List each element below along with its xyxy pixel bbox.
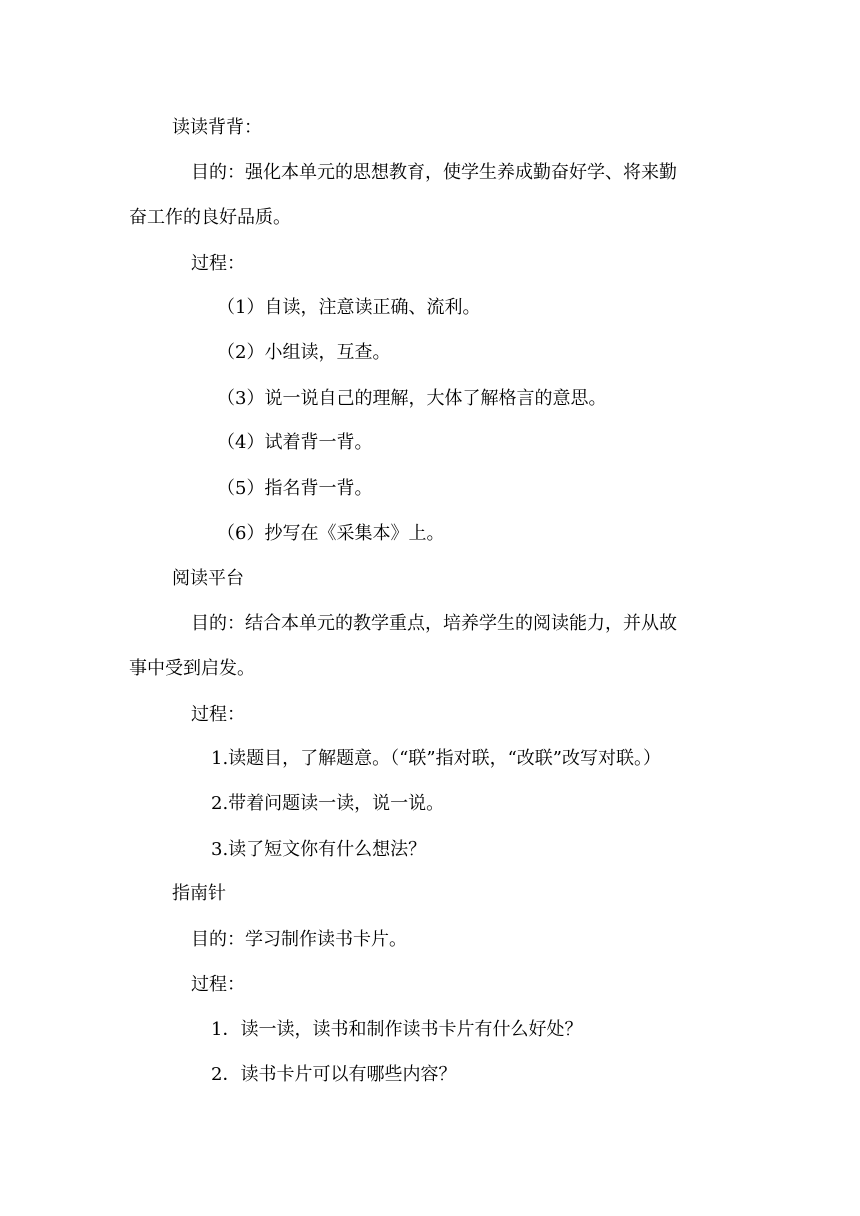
section-heading: 指南针 — [172, 883, 226, 904]
list-item: （1）自读，注意读正确、流利。 — [217, 297, 481, 318]
list-item: （5）指名背一背。 — [217, 478, 373, 499]
list-item: 1.读题目，了解题意。（“联”指对联，“改联”改写对联。） — [211, 748, 661, 769]
process-label: 过程： — [191, 253, 245, 274]
purpose-text: 目的：学习制作读书卡片。 — [191, 929, 407, 950]
list-item: 2．读书卡片可以有哪些内容？ — [211, 1064, 457, 1085]
section-heading: 阅读平台 — [172, 568, 244, 589]
process-label: 过程： — [191, 974, 245, 995]
purpose-text: 目的：结合本单元的教学重点，培养学生的阅读能力，并从故 — [191, 613, 677, 634]
purpose-text-continued: 事中受到启发。 — [129, 658, 255, 679]
purpose-text-continued: 奋工作的良好品质。 — [129, 207, 291, 228]
list-item: （6）抄写在《采集本》上。 — [217, 523, 445, 544]
list-item: 2.带着问题读一读，说一说。 — [211, 793, 445, 814]
list-item: （2）小组读，互查。 — [217, 342, 391, 363]
list-item: 3.读了短文你有什么想法？ — [211, 839, 427, 860]
process-label: 过程： — [191, 704, 245, 725]
list-item: （3）说一说自己的理解，大体了解格言的意思。 — [217, 388, 607, 409]
list-item: （4）试着背一背。 — [217, 432, 373, 453]
list-item: 1．读一读，读书和制作读书卡片有什么好处？ — [211, 1019, 583, 1040]
purpose-text: 目的：强化本单元的思想教育，使学生养成勤奋好学、将来勤 — [191, 162, 677, 183]
section-heading: 读读背背： — [172, 117, 262, 138]
